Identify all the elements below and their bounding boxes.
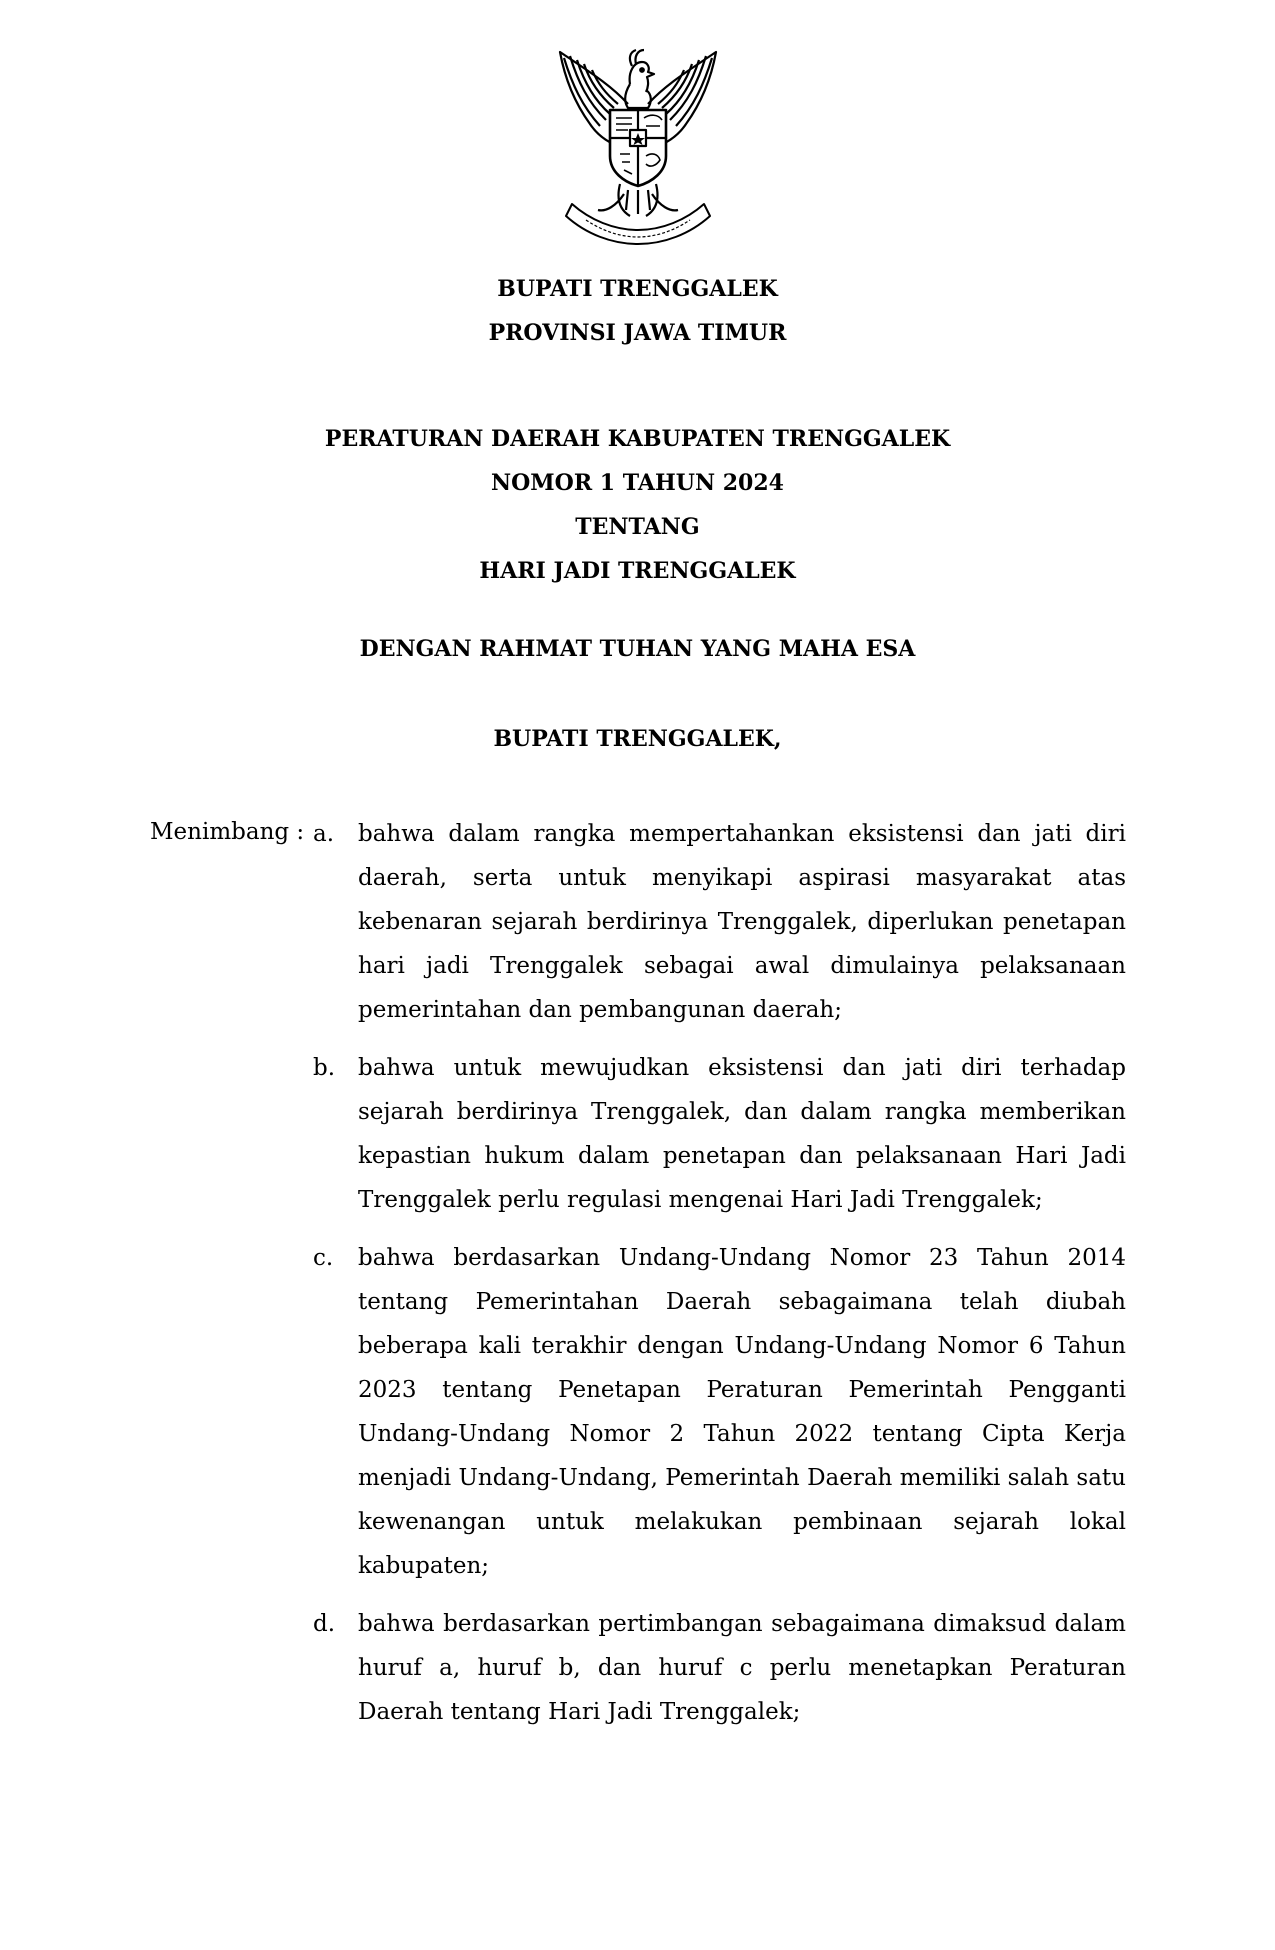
item-letter: a. <box>313 821 335 847</box>
item-letter: d. <box>313 1611 336 1637</box>
header-line-regent: BUPATI TRENGGALEK <box>497 276 778 302</box>
considering-list <box>0 812 1275 1748</box>
item-letter: b. <box>313 1055 336 1081</box>
header-line-province: PROVINSI JAWA TIMUR <box>488 320 787 346</box>
regulation-title: PERATURAN DAERAH KABUPATEN TRENGGALEK <box>324 426 951 452</box>
considering-item-a <box>0 812 1275 1032</box>
garuda-pancasila-emblem-icon <box>550 44 726 246</box>
item-text: bahwa untuk mewujudkan eksistensi dan jati diri terhadap sejarah berdirinya Trenggalek, dan dalam rangka memberikan kepastian hukum dalam penetapan dan pelaksanaan Hari Jadi Trenggalek perlu regulasi mengenai Hari Jadi Trenggalek; <box>358 1055 1126 1213</box>
considering-label: Menimbang : <box>150 819 305 845</box>
regulation-number: NOMOR 1 TAHUN 2024 <box>491 470 784 496</box>
item-text: bahwa dalam rangka mempertahankan eksistensi dan jati diri daerah, serta untuk menyikapi aspirasi masyarakat atas kebenaran sejarah berdirinya Trenggalek, diperlukan penetapan hari jadi Trenggalek sebagai awal dimulainya pelaksanaan pemerintahan dan pembangunan daerah; <box>358 821 1126 1023</box>
preamble-authority: BUPATI TRENGGALEK, <box>493 726 782 752</box>
regulation-about: TENTANG <box>575 514 700 540</box>
considering-item-b <box>0 1046 1275 1222</box>
preamble-blessing: DENGAN RAHMAT TUHAN YANG MAHA ESA <box>359 636 916 662</box>
regulation-subject: HARI JADI TRENGGALEK <box>479 558 796 584</box>
considering-item-d <box>0 1602 1275 1734</box>
item-text: bahwa berdasarkan pertimbangan sebagaimana dimaksud dalam huruf a, huruf b, dan huruf c perlu menetapkan Peraturan Daerah tentang Hari Jadi Trenggalek; <box>358 1611 1126 1725</box>
item-text: bahwa berdasarkan Undang-Undang Nomor 23 Tahun 2014 tentang Pemerintahan Daerah sebagaimana telah diubah beberapa kali terakhir dengan Undang-Undang Nomor 6 Tahun 2023 tentang Penetapan Peraturan Pemerintah Pengganti Undang-Undang Nomor 2 Tahun 2022 tentang Cipta Kerja menjadi Undang-Undang, Pemerintah Daerah memiliki salah satu kewenangan untuk melakukan pembinaan sejarah lokal kabupaten; <box>358 1245 1126 1579</box>
considering-item-c <box>0 1236 1275 1588</box>
item-letter: c. <box>313 1245 334 1271</box>
